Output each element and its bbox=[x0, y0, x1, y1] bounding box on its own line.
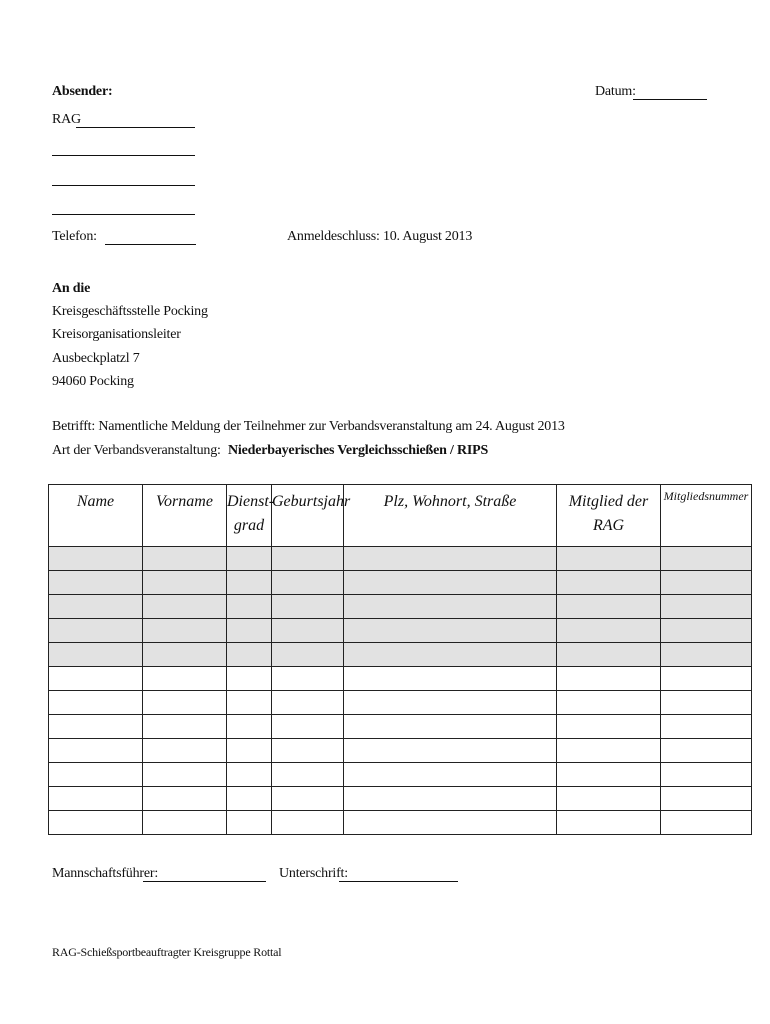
table-header-row bbox=[49, 485, 752, 547]
table-row bbox=[49, 619, 752, 643]
table-cell[interactable] bbox=[49, 739, 143, 763]
table-cell[interactable] bbox=[143, 715, 227, 739]
table-cell[interactable] bbox=[272, 643, 344, 667]
table-cell[interactable] bbox=[227, 763, 272, 787]
rag-label: RAG bbox=[52, 112, 81, 127]
table-cell[interactable] bbox=[557, 547, 661, 571]
col-header-dienstgrad: Dienst- grad bbox=[227, 485, 272, 547]
table-row bbox=[49, 595, 752, 619]
table-cell[interactable] bbox=[344, 547, 557, 571]
table-cell[interactable] bbox=[661, 763, 752, 787]
table-cell[interactable] bbox=[661, 619, 752, 643]
address-line-1[interactable] bbox=[52, 155, 195, 156]
phone-label: Telefon: bbox=[52, 229, 97, 244]
signature-label: Unterschrift: bbox=[279, 866, 348, 881]
table-cell[interactable] bbox=[49, 715, 143, 739]
address-line-3[interactable] bbox=[52, 214, 195, 215]
table-cell[interactable] bbox=[344, 619, 557, 643]
table-row bbox=[49, 643, 752, 667]
table-cell[interactable] bbox=[272, 691, 344, 715]
table-cell[interactable] bbox=[272, 763, 344, 787]
recipient-line: Ausbeckplatzl 7 bbox=[52, 351, 140, 366]
table-cell[interactable] bbox=[49, 619, 143, 643]
table-row bbox=[49, 547, 752, 571]
table-cell[interactable] bbox=[557, 667, 661, 691]
table-cell[interactable] bbox=[272, 619, 344, 643]
table-row bbox=[49, 691, 752, 715]
col-header-mitglied: Mitglied der RAG bbox=[557, 485, 661, 547]
table-cell[interactable] bbox=[661, 715, 752, 739]
event-name: Niederbayerisches Vergleichsschießen / RIPS bbox=[228, 443, 489, 458]
table-cell[interactable] bbox=[49, 691, 143, 715]
table-row bbox=[49, 667, 752, 691]
table-cell[interactable] bbox=[227, 691, 272, 715]
table-cell[interactable] bbox=[227, 811, 272, 835]
issuer-text: RAG-Schießsportbeauftragter Kreisgruppe Rottal bbox=[52, 945, 282, 959]
table-cell[interactable] bbox=[272, 595, 344, 619]
table-cell[interactable] bbox=[661, 787, 752, 811]
event-line bbox=[52, 443, 488, 459]
date-field-line[interactable] bbox=[633, 99, 707, 100]
signature-field-line[interactable] bbox=[339, 881, 458, 882]
address-line-2[interactable] bbox=[52, 185, 195, 186]
table-cell[interactable] bbox=[143, 739, 227, 763]
date-label-text: Datum: bbox=[595, 84, 636, 99]
col-header-name: Name bbox=[49, 485, 143, 547]
table-cell[interactable] bbox=[344, 643, 557, 667]
table-cell[interactable] bbox=[143, 643, 227, 667]
table-cell[interactable] bbox=[344, 811, 557, 835]
table-cell[interactable] bbox=[661, 571, 752, 595]
table-cell[interactable] bbox=[344, 787, 557, 811]
table-cell[interactable] bbox=[227, 715, 272, 739]
table-cell[interactable] bbox=[272, 739, 344, 763]
table-cell[interactable] bbox=[49, 571, 143, 595]
table-cell[interactable] bbox=[557, 763, 661, 787]
table-cell[interactable] bbox=[143, 619, 227, 643]
event-label: Art der Verbandsveranstaltung: bbox=[52, 443, 221, 458]
recipient-heading: An die bbox=[52, 281, 91, 296]
table-cell[interactable] bbox=[143, 595, 227, 619]
table-cell[interactable] bbox=[143, 763, 227, 787]
table-cell[interactable] bbox=[557, 643, 661, 667]
table-row bbox=[49, 763, 752, 787]
table-cell[interactable] bbox=[661, 739, 752, 763]
table-cell[interactable] bbox=[661, 667, 752, 691]
table-cell[interactable] bbox=[49, 667, 143, 691]
table-cell[interactable] bbox=[557, 739, 661, 763]
table-cell[interactable] bbox=[557, 715, 661, 739]
table-cell[interactable] bbox=[49, 595, 143, 619]
sender-label: Absender: bbox=[52, 84, 113, 99]
table-cell[interactable] bbox=[227, 547, 272, 571]
deadline-text: Anmeldeschluss: 10. August 2013 bbox=[287, 229, 473, 244]
col-header-vorname: Vorname bbox=[143, 485, 227, 547]
table-cell[interactable] bbox=[557, 619, 661, 643]
table-cell[interactable] bbox=[661, 595, 752, 619]
recipient-line: Kreisgeschäftsstelle Pocking bbox=[52, 304, 208, 319]
table-cell[interactable] bbox=[49, 763, 143, 787]
table-cell[interactable] bbox=[344, 763, 557, 787]
table-cell[interactable] bbox=[557, 595, 661, 619]
table-cell[interactable] bbox=[227, 787, 272, 811]
phone-field-line[interactable] bbox=[105, 244, 196, 245]
table-cell[interactable] bbox=[49, 787, 143, 811]
table-cell[interactable] bbox=[557, 571, 661, 595]
table-cell[interactable] bbox=[661, 643, 752, 667]
table-cell[interactable] bbox=[49, 643, 143, 667]
table-cell[interactable] bbox=[143, 667, 227, 691]
table-cell[interactable] bbox=[344, 595, 557, 619]
table-cell[interactable] bbox=[557, 787, 661, 811]
table-cell[interactable] bbox=[227, 595, 272, 619]
table-body bbox=[49, 547, 752, 835]
subject-line: Betrifft: Namentliche Meldung der Teilnehmer zur Verbandsveranstaltung am 24. August 2013 bbox=[52, 419, 565, 434]
table-cell[interactable] bbox=[227, 619, 272, 643]
recipient-line: 94060 Pocking bbox=[52, 374, 134, 389]
table-cell[interactable] bbox=[661, 547, 752, 571]
table-cell[interactable] bbox=[227, 739, 272, 763]
table-cell[interactable] bbox=[227, 571, 272, 595]
table-cell[interactable] bbox=[344, 715, 557, 739]
table-cell[interactable] bbox=[143, 691, 227, 715]
participants-table bbox=[48, 484, 752, 835]
table-cell[interactable] bbox=[557, 811, 661, 835]
table-cell[interactable] bbox=[272, 715, 344, 739]
recipient-line: Kreisorganisationsleiter bbox=[52, 327, 181, 342]
table-cell[interactable] bbox=[272, 811, 344, 835]
table-cell[interactable] bbox=[344, 571, 557, 595]
table-row bbox=[49, 811, 752, 835]
table-cell[interactable] bbox=[344, 691, 557, 715]
table-cell[interactable] bbox=[272, 571, 344, 595]
table-row bbox=[49, 739, 752, 763]
col-header-mitgliedsnummer: Mitgliedsnummer bbox=[661, 485, 752, 547]
table-cell[interactable] bbox=[227, 667, 272, 691]
table-cell[interactable] bbox=[661, 691, 752, 715]
table-cell[interactable] bbox=[272, 667, 344, 691]
table-cell[interactable] bbox=[557, 691, 661, 715]
table-cell[interactable] bbox=[143, 811, 227, 835]
team-leader-label: Mannschaftsführer: bbox=[52, 866, 159, 881]
table-cell[interactable] bbox=[344, 739, 557, 763]
table-cell[interactable] bbox=[49, 547, 143, 571]
table-cell[interactable] bbox=[272, 787, 344, 811]
table-cell[interactable] bbox=[227, 643, 272, 667]
table-row bbox=[49, 571, 752, 595]
table-row bbox=[49, 715, 752, 739]
table-cell[interactable] bbox=[344, 667, 557, 691]
table-cell[interactable] bbox=[272, 547, 344, 571]
table-cell[interactable] bbox=[661, 811, 752, 835]
table-cell[interactable] bbox=[143, 571, 227, 595]
table-row bbox=[49, 787, 752, 811]
table-cell[interactable] bbox=[143, 787, 227, 811]
rag-field-line[interactable] bbox=[76, 127, 195, 128]
table-cell[interactable] bbox=[143, 547, 227, 571]
table-cell[interactable] bbox=[49, 811, 143, 835]
date-label bbox=[595, 84, 636, 100]
team-leader-field-line[interactable] bbox=[143, 881, 266, 882]
col-header-adresse: Plz, Wohnort, Straße bbox=[344, 485, 557, 547]
col-header-geburtsjahr: Geburtsjahr bbox=[272, 485, 344, 547]
